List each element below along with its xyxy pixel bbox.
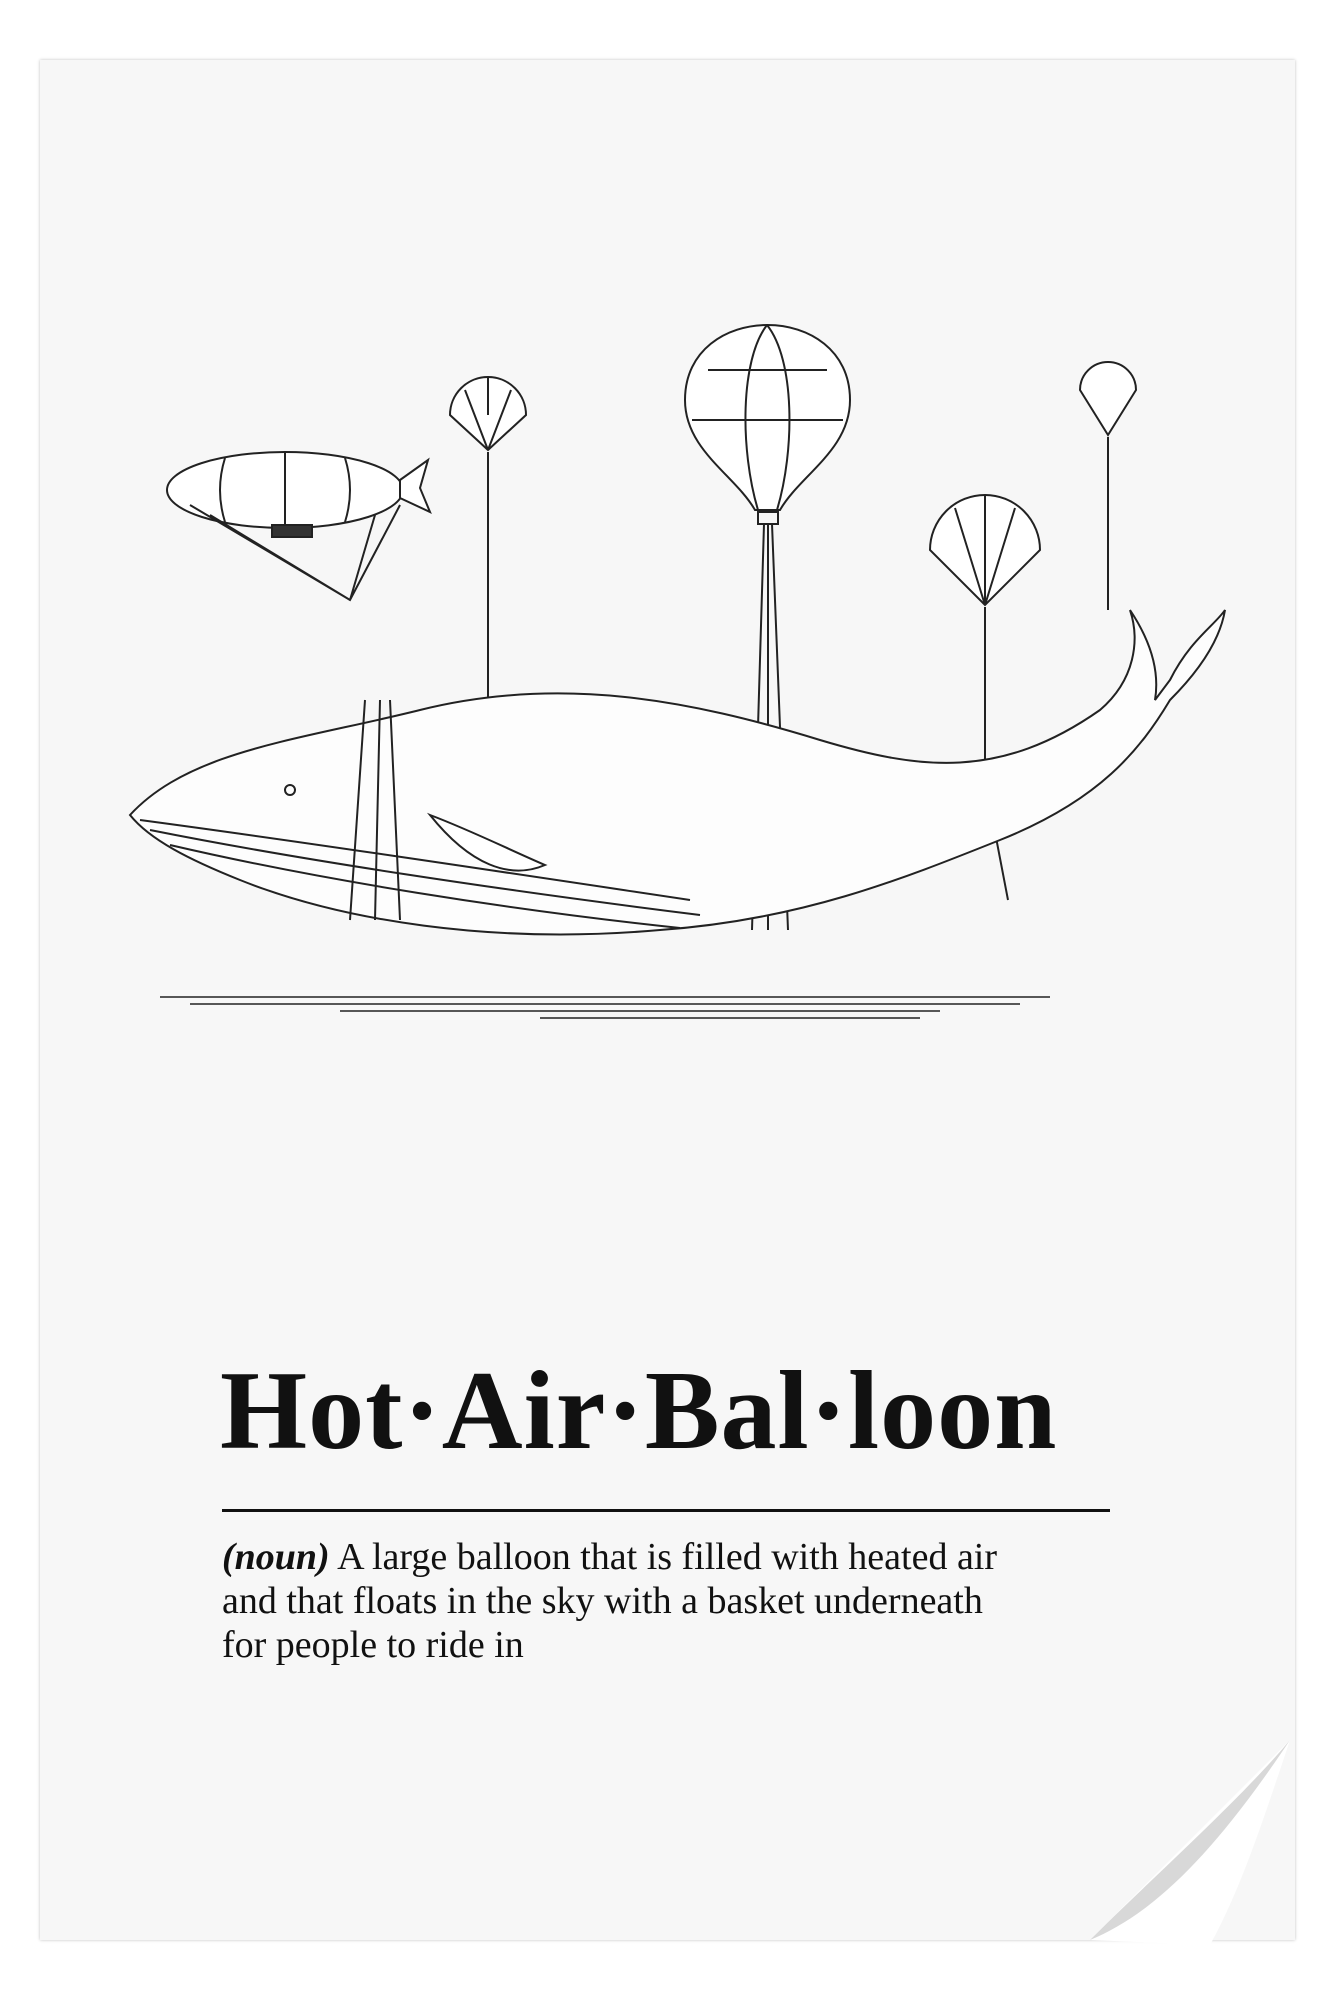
- definition-line-3: for people to ride in: [222, 1624, 524, 1666]
- definition-line-2: and that floats in the sky with a basket underneath: [222, 1580, 983, 1622]
- water-surface-lines: [160, 997, 1050, 1018]
- title-divider: [222, 1509, 1110, 1512]
- definition-line-1: A large balloon that is filled with heated air: [337, 1536, 998, 1578]
- small-parachute-balloon-3: [1080, 362, 1136, 610]
- airship-drawing: [167, 452, 430, 600]
- page-curl: [1090, 1740, 1300, 1945]
- definition-text: [222, 1535, 1122, 1667]
- whale-balloon-illustration: [40, 280, 1293, 1100]
- poster-title: Hot·Air·Bal·loon: [220, 1349, 1058, 1473]
- whale-drawing: [130, 610, 1225, 934]
- part-of-speech: (noun): [222, 1536, 330, 1578]
